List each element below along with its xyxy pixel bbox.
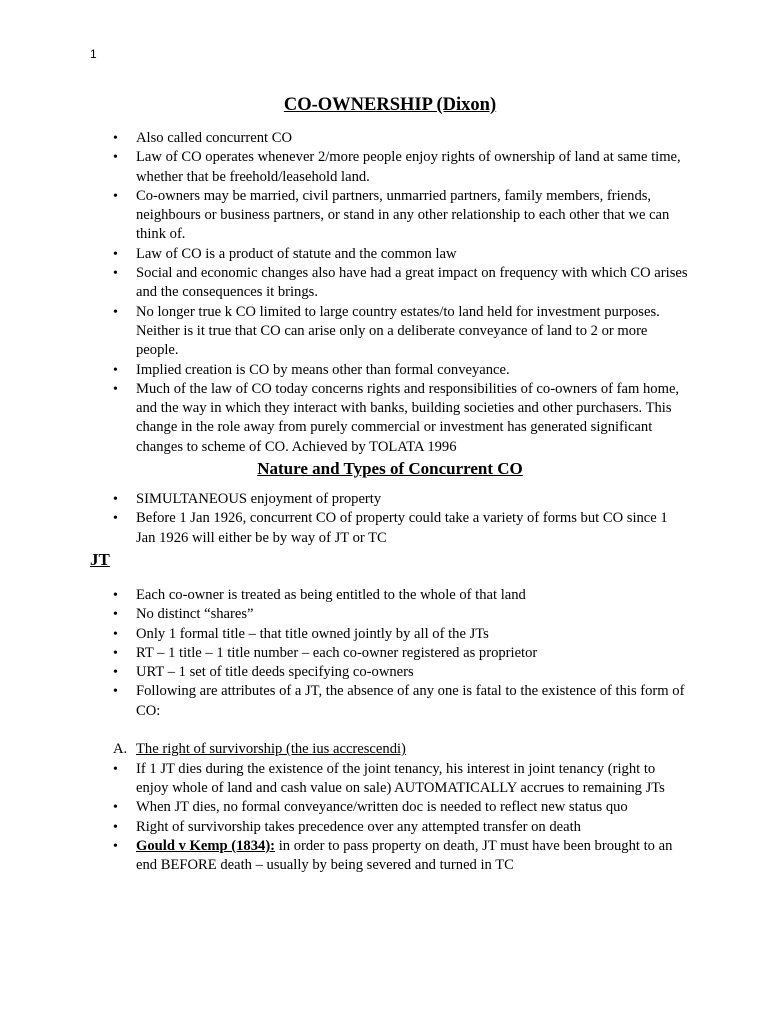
- list-item-text: Also called concurrent CO: [136, 130, 293, 146]
- bullet-icon: •: [113, 304, 118, 320]
- bullet-icon: •: [113, 492, 118, 508]
- list-item: [90, 605, 690, 624]
- list-item-text: Right of survivorship takes precedence over any attempted transfer on death: [136, 818, 581, 835]
- list-item: [90, 245, 690, 264]
- bullet-icon: •: [113, 761, 118, 777]
- bullet-icon: •: [113, 266, 118, 282]
- bullet-icon: •: [113, 246, 118, 262]
- list-item: [90, 625, 690, 644]
- list-item: [90, 682, 690, 721]
- list-item: [90, 644, 690, 663]
- case-name: Gould v Kemp (1834):: [136, 837, 276, 854]
- list-item: [90, 818, 690, 837]
- intro-bullet-list: [90, 129, 690, 457]
- nature-section-heading: Nature and Types of Concurrent CO: [257, 459, 523, 479]
- list-item-text: Law of CO operates whenever 2/more people enjoy rights of ownership of land at same time, whether that be freehold/leasehold land.: [136, 149, 681, 185]
- document-title: CO-OWNERSHIP (Dixon): [283, 95, 497, 115]
- list-item-text: When JT dies, no formal conveyance/written doc is needed to reflect new status quo: [136, 799, 628, 816]
- list-item-text: Social and economic changes also have had a great impact on frequency with which CO arises and the consequences it brings.: [136, 265, 688, 301]
- bullet-icon: •: [113, 838, 118, 854]
- jt-section-heading: JT: [90, 549, 110, 569]
- list-item-text: SIMULTANEOUS enjoyment of property: [136, 491, 382, 508]
- list-item: [90, 187, 690, 245]
- list-item-text: Only 1 formal title – that title owned jointly by all of the JTs: [136, 625, 489, 642]
- bullet-icon: •: [113, 362, 118, 378]
- page-number: 1: [90, 47, 97, 61]
- nature-bullet-list: [90, 490, 690, 548]
- list-item-text: Before 1 Jan 1926, concurrent CO of property could take a variety of forms but CO since 1 Jan 1926 will either be by way of JT or TC: [136, 510, 668, 546]
- list-item-text: Law of CO is a product of statute and the common law: [136, 245, 457, 262]
- list-item: [90, 509, 690, 548]
- list-item: [90, 760, 690, 799]
- list-item-text: URT – 1 set of title deeds specifying co-owners: [136, 664, 414, 681]
- bullet-icon: •: [113, 587, 118, 603]
- list-item-text: Co-owners may be married, civil partners, unmarried partners, family members, friends, neighbours or business partners, or stand in any other relationship to each other that we can think of.: [136, 187, 670, 243]
- list-item: [90, 264, 690, 303]
- survivorship-subheading: [90, 740, 690, 759]
- list-item: [90, 129, 690, 148]
- bullet-icon: •: [113, 626, 118, 642]
- bullet-icon: •: [113, 381, 118, 397]
- list-item-text: Implied creation is CO by means other than formal conveyance.: [136, 361, 510, 378]
- list-item: [90, 380, 690, 457]
- document-body: [90, 92, 690, 875]
- bullet-icon: •: [113, 665, 118, 681]
- case-text: in order to pass property on death, JT must have been brought to an end BEFORE death – usually by being severed and turned in TC: [136, 837, 673, 874]
- bullet-icon: •: [113, 131, 118, 146]
- list-item: [90, 663, 690, 682]
- list-item: [90, 798, 690, 817]
- list-item-text: RT – 1 title – 1 title number – each co-owner registered as proprietor: [136, 644, 538, 661]
- list-item-text: Each co-owner is treated as being entitled to the whole of that land: [136, 586, 526, 603]
- bullet-icon: •: [113, 800, 118, 816]
- list-item-text: No distinct “shares”: [136, 606, 254, 623]
- list-item: [90, 586, 690, 605]
- bullet-icon: •: [113, 188, 118, 204]
- list-item: [90, 837, 690, 876]
- list-item: [90, 148, 690, 187]
- list-item-text: If 1 JT dies during the existence of the joint tenancy, his interest in joint tenancy (right to enjoy whole of land and cash value on sale) AUTOMATICALLY accrues to remaining JTs: [136, 760, 665, 796]
- list-item: [90, 361, 690, 380]
- list-item-text: Much of the law of CO today concerns rights and responsibilities of co-owners of fam home, and the way in which they interact with banks, building societies and other purchasers. This change in the role away from purely commercial or investment has generated significant changes to scheme of CO. Achieved by TOLATA 1996: [136, 380, 680, 455]
- list-item-text: Following are attributes of a JT, the absence of any one is fatal to the existence of this form of CO:: [136, 683, 685, 719]
- jt-bullet-list: [90, 586, 690, 721]
- bullet-icon: •: [113, 511, 118, 527]
- bullet-icon: •: [113, 684, 118, 700]
- survivorship-bullet-list: [90, 760, 690, 876]
- spacer: [90, 721, 690, 740]
- list-letter: A.: [113, 741, 128, 758]
- list-item-text: No longer true k CO limited to large country estates/to land held for investment purposes. Neither is it true that CO can arise only on a deliberate conveyance of land to 2 or more people.: [136, 303, 660, 359]
- survivorship-heading-text: The right of survivorship (the ius accrescendi): [136, 741, 406, 758]
- list-item: [90, 490, 690, 509]
- bullet-icon: •: [113, 819, 118, 835]
- bullet-icon: •: [113, 645, 118, 661]
- bullet-icon: •: [113, 607, 118, 623]
- bullet-icon: •: [113, 150, 118, 166]
- list-item: [90, 303, 690, 361]
